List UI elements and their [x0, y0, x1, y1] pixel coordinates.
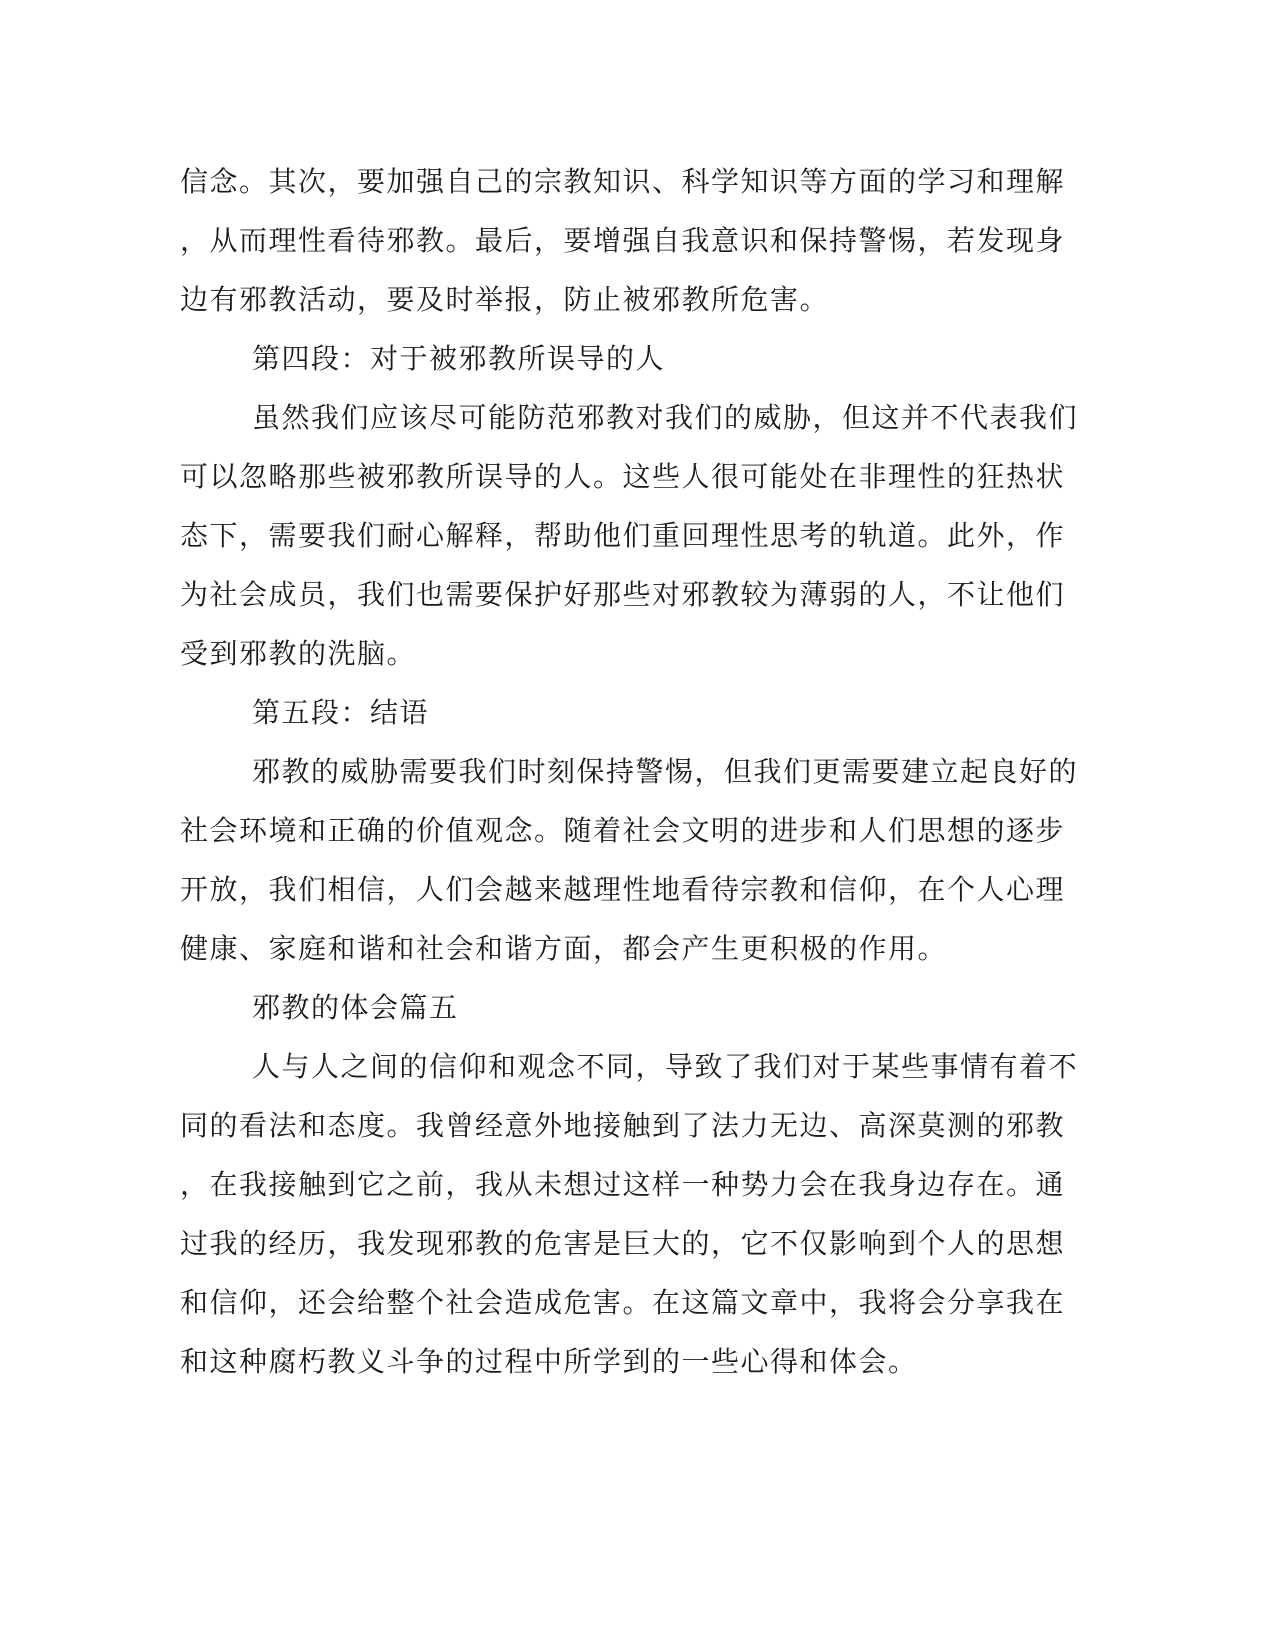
article-title: 邪教的体会篇五 — [252, 991, 459, 1024]
paragraph-line: 和信仰，还会给整个社会造成危害。在这篇文章中，我将会分享我在 — [180, 1286, 1066, 1319]
paragraph-line: ，在我接触到它之前，我从未想过这样一种势力会在我身边存在。通 — [180, 1168, 1066, 1201]
paragraph-line: 开放，我们相信，人们会越来越理性地看待宗教和信仰，在个人心理 — [180, 873, 1066, 906]
section-heading: 第四段：对于被邪教所误导的人 — [252, 342, 666, 375]
paragraph-line: 健康、家庭和谐和社会和谐方面，都会产生更积极的作用。 — [180, 932, 948, 965]
paragraph-line: 虽然我们应该尽可能防范邪教对我们的威胁，但这并不代表我们 — [252, 401, 1079, 434]
paragraph-line: 邪教的威胁需要我们时刻保持警惕，但我们更需要建立起良好的 — [252, 755, 1079, 788]
paragraph-line: 同的看法和态度。我曾经意外地接触到了法力无边、高深莫测的邪教 — [180, 1109, 1066, 1142]
paragraph-line: 为社会成员，我们也需要保护好那些对邪教较为薄弱的人，不让他们 — [180, 578, 1066, 611]
paragraph-line: 受到邪教的洗脑。 — [180, 637, 417, 670]
paragraph-line: 态下，需要我们耐心解释，帮助他们重回理性思考的轨道。此外，作 — [180, 519, 1066, 552]
paragraph-line: 社会环境和正确的价值观念。随着社会文明的进步和人们思想的逐步 — [180, 814, 1066, 847]
paragraph-line: 可以忽略那些被邪教所误导的人。这些人很可能处在非理性的狂热状 — [180, 460, 1066, 493]
paragraph-line: 和这种腐朽教义斗争的过程中所学到的一些心得和体会。 — [180, 1345, 918, 1378]
paragraph-line: ，从而理性看待邪教。最后，要增强自我意识和保持警惕，若发现身 — [180, 224, 1066, 257]
paragraph-line: 边有邪教活动，要及时举报，防止被邪教所危害。 — [180, 283, 830, 316]
section-heading: 第五段：结语 — [252, 696, 430, 729]
paragraph-line: 人与人之间的信仰和观念不同，导致了我们对于某些事情有着不 — [252, 1050, 1079, 1083]
paragraph-line: 信念。其次，要加强自己的宗教知识、科学知识等方面的学习和理解 — [180, 165, 1066, 198]
paragraph-line: 过我的经历，我发现邪教的危害是巨大的，它不仅影响到个人的思想 — [180, 1227, 1066, 1260]
